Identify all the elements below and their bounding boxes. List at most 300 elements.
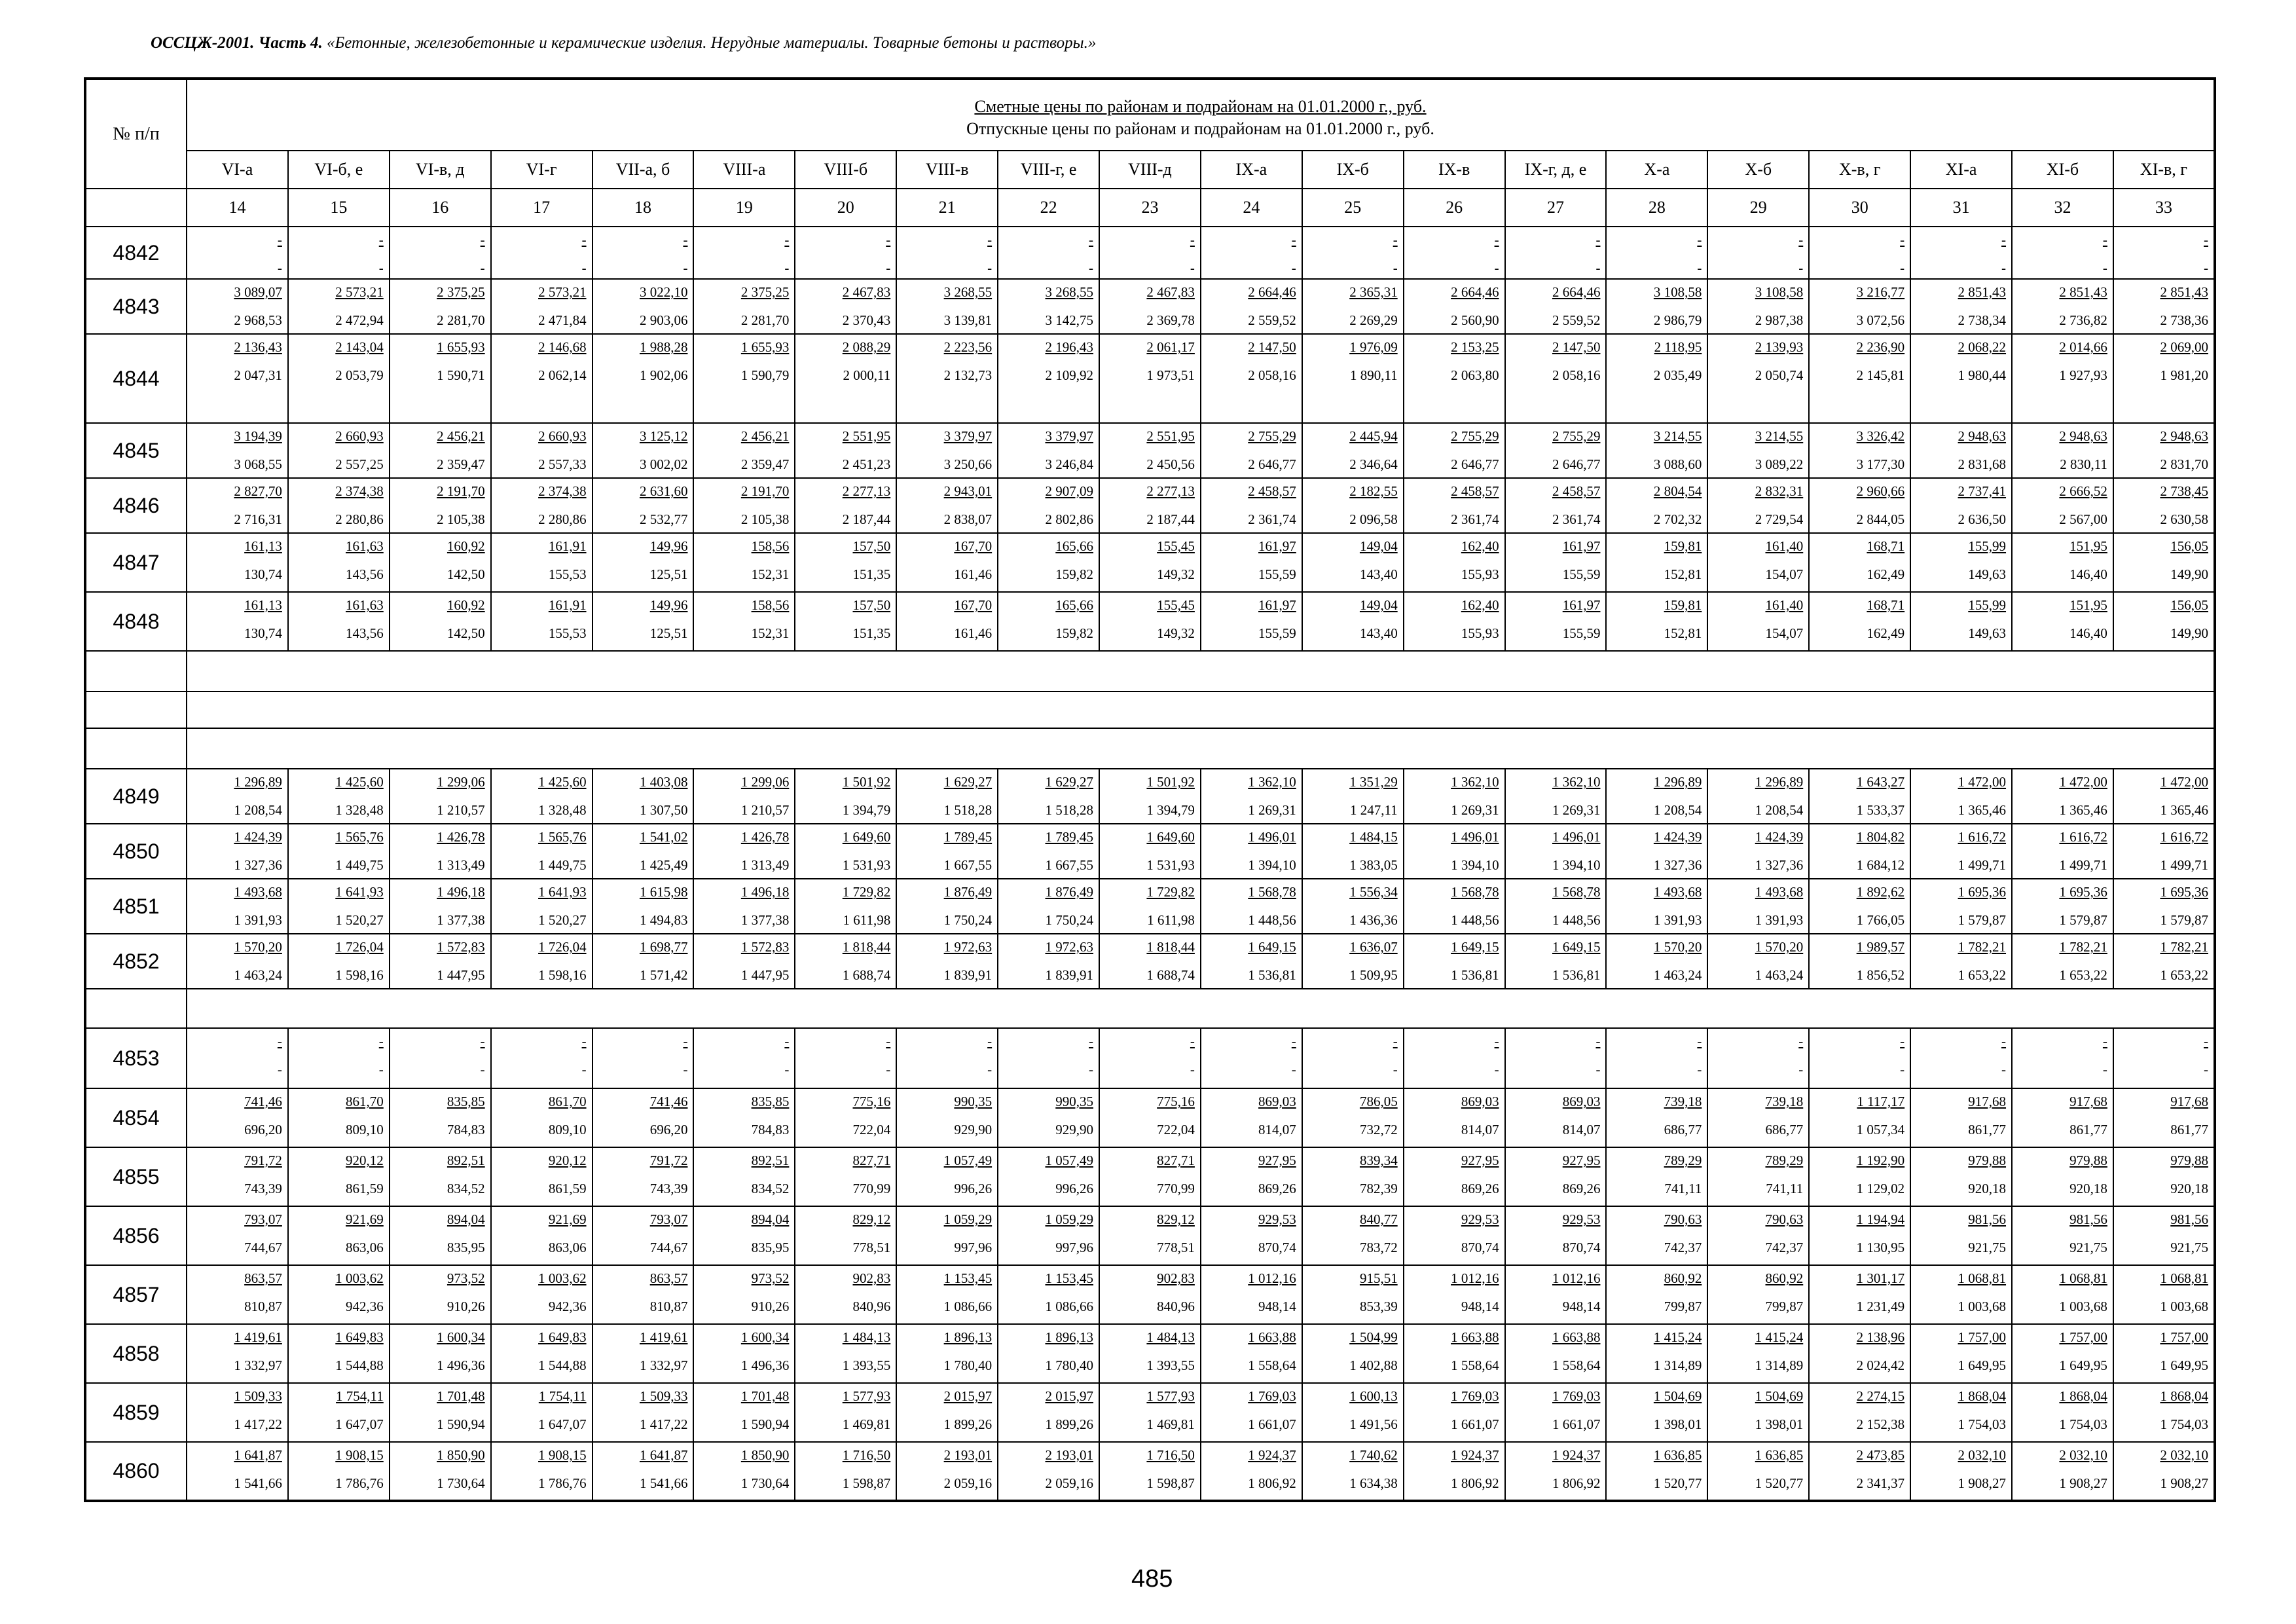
price-cell bbox=[1099, 592, 1201, 651]
release-price: 997,96 bbox=[1055, 1240, 1094, 1255]
price-cell bbox=[288, 769, 390, 824]
release-price: 2 096,58 bbox=[1349, 511, 1398, 527]
release-price: 2 024,42 bbox=[1856, 1357, 1905, 1373]
price-cell bbox=[693, 478, 795, 533]
estimate-price: 149,04 bbox=[1359, 538, 1398, 554]
release-price: 2 359,47 bbox=[437, 456, 485, 472]
estimate-price: 1 782,21 bbox=[1958, 939, 2007, 955]
price-cell bbox=[1606, 227, 1707, 279]
estimate-price: 793,07 bbox=[649, 1211, 688, 1227]
release-price: 152,31 bbox=[751, 566, 790, 582]
price-cell bbox=[2012, 279, 2113, 334]
estimate-price: 973,52 bbox=[751, 1270, 790, 1286]
release-price: 146,40 bbox=[2069, 566, 2107, 582]
estimate-price: 1 577,93 bbox=[1146, 1388, 1195, 1404]
spacer-cell bbox=[187, 692, 2215, 728]
estimate-price: 2 456,21 bbox=[740, 428, 790, 444]
estimate-price: 892,51 bbox=[446, 1153, 485, 1168]
release-price: 2 557,33 bbox=[538, 456, 587, 472]
price-cell bbox=[390, 1206, 491, 1265]
release-price: 1 003,68 bbox=[2160, 1299, 2208, 1314]
estimate-price: 981,56 bbox=[2170, 1211, 2208, 1227]
estimate-price: 167,70 bbox=[954, 538, 993, 554]
row-number: 4844 bbox=[85, 334, 187, 423]
price-cell bbox=[1910, 423, 2012, 478]
release-price: 130,74 bbox=[244, 625, 282, 641]
release-price: - bbox=[1494, 1061, 1499, 1077]
estimate-price: 1 362,10 bbox=[1451, 774, 1499, 790]
release-price: 1 269,31 bbox=[1451, 802, 1499, 818]
estimate-price: 161,63 bbox=[346, 538, 384, 554]
release-price: - bbox=[987, 1061, 993, 1077]
price-cell bbox=[1606, 1088, 1707, 1147]
release-price: 2 132,73 bbox=[943, 367, 993, 383]
price-cell bbox=[288, 592, 390, 651]
table-row bbox=[85, 1147, 2215, 1206]
price-cell bbox=[592, 1383, 694, 1442]
price-cell bbox=[187, 423, 288, 478]
price-cell bbox=[2113, 879, 2215, 934]
release-price: 125,51 bbox=[649, 625, 688, 641]
estimate-price: 1 362,10 bbox=[1552, 774, 1601, 790]
price-cell bbox=[693, 334, 795, 423]
price-cell bbox=[1707, 227, 1809, 279]
estimate-price: 1 484,13 bbox=[842, 1329, 891, 1345]
release-price: 741,11 bbox=[1664, 1181, 1702, 1196]
estimate-price: 2 032,10 bbox=[2059, 1447, 2107, 1463]
price-cell bbox=[1505, 1147, 1607, 1206]
estimate-price: - bbox=[1798, 1033, 1804, 1049]
price-cell bbox=[288, 1028, 390, 1088]
release-price: 1 469,81 bbox=[1146, 1416, 1195, 1432]
estimate-price: 827,71 bbox=[1157, 1153, 1195, 1168]
price-cell bbox=[1099, 1147, 1201, 1206]
release-price: 1 377,38 bbox=[437, 912, 485, 928]
release-price: 1 754,03 bbox=[2059, 1416, 2107, 1432]
release-price: 143,40 bbox=[1359, 625, 1398, 641]
release-price: 722,04 bbox=[1157, 1122, 1195, 1137]
price-cell bbox=[1809, 1088, 1910, 1147]
estimate-price: 902,83 bbox=[852, 1270, 891, 1286]
estimate-price: 1 615,98 bbox=[639, 884, 688, 900]
price-cell bbox=[1302, 227, 1404, 279]
release-price: 1 394,10 bbox=[1552, 857, 1601, 873]
column-number: 15 bbox=[288, 189, 390, 227]
price-cell bbox=[1809, 1324, 1910, 1383]
release-price: - bbox=[581, 260, 587, 276]
column-names-row bbox=[85, 151, 2215, 189]
header-title-bold: ОССЦЖ-2001. Часть 4. bbox=[151, 34, 323, 52]
estimate-price: 2 223,56 bbox=[943, 339, 993, 355]
estimate-price: 1 636,07 bbox=[1349, 939, 1398, 955]
estimate-price: 921,69 bbox=[346, 1211, 384, 1227]
release-price: 2 059,16 bbox=[943, 1475, 993, 1491]
release-price: 3 142,75 bbox=[1045, 312, 1094, 328]
estimate-price: 2 191,70 bbox=[740, 483, 790, 499]
release-price: 920,18 bbox=[2069, 1181, 2107, 1196]
release-price: 3 246,84 bbox=[1045, 456, 1094, 472]
price-cell bbox=[1910, 934, 2012, 989]
estimate-price: 1 299,06 bbox=[740, 774, 790, 790]
release-price: 1 786,76 bbox=[335, 1475, 384, 1491]
header-title-rest: «Бетонные, железобетонные и керамические изделия. Нерудные материалы. Товарные бетоны и растворы.» bbox=[322, 34, 1097, 52]
price-cell bbox=[795, 1442, 896, 1501]
release-price: 1 391,93 bbox=[1653, 912, 1702, 928]
estimate-price: 2 147,50 bbox=[1552, 339, 1601, 355]
release-price: 948,14 bbox=[1461, 1299, 1499, 1314]
estimate-price: 1 876,49 bbox=[943, 884, 993, 900]
price-cell bbox=[187, 1383, 288, 1442]
column-number: 32 bbox=[2012, 189, 2113, 227]
estimate-price: - bbox=[1900, 1033, 1905, 1049]
price-cell bbox=[2012, 1265, 2113, 1324]
estimate-price: 1 789,45 bbox=[943, 829, 993, 845]
estimate-price: 791,72 bbox=[244, 1153, 282, 1168]
estimate-price: 1 729,82 bbox=[1146, 884, 1195, 900]
estimate-price: 869,03 bbox=[1258, 1094, 1296, 1109]
release-price: 2 831,68 bbox=[1958, 456, 2007, 472]
table-row bbox=[85, 879, 2215, 934]
estimate-price: 1 972,63 bbox=[943, 939, 993, 955]
release-price: 152,81 bbox=[1664, 566, 1702, 582]
estimate-price: 1 570,20 bbox=[1755, 939, 1804, 955]
release-price: 1 839,91 bbox=[1045, 967, 1094, 983]
price-cell bbox=[1809, 879, 1910, 934]
estimate-price: 1 419,61 bbox=[234, 1329, 282, 1345]
release-price: 1 571,42 bbox=[639, 967, 688, 983]
estimate-price: 151,95 bbox=[2069, 597, 2107, 613]
price-cell bbox=[2113, 334, 2215, 423]
estimate-price: 1 296,89 bbox=[1653, 774, 1702, 790]
estimate-price: 1 351,29 bbox=[1349, 774, 1398, 790]
price-cell bbox=[795, 934, 896, 989]
release-price: 1 332,97 bbox=[234, 1357, 282, 1373]
price-cell bbox=[1809, 934, 1910, 989]
release-price: - bbox=[1697, 1061, 1702, 1077]
price-cell bbox=[1099, 423, 1201, 478]
price-cell bbox=[795, 533, 896, 592]
price-cell bbox=[693, 824, 795, 879]
release-price: 948,14 bbox=[1562, 1299, 1601, 1314]
release-price: 1 398,01 bbox=[1653, 1416, 1702, 1432]
price-cell bbox=[693, 533, 795, 592]
estimate-price: 1 296,89 bbox=[1755, 774, 1804, 790]
price-cell bbox=[1201, 1088, 1302, 1147]
release-price: 1 003,68 bbox=[2059, 1299, 2107, 1314]
estimate-price: 2 907,09 bbox=[1045, 483, 1094, 499]
price-cell bbox=[896, 478, 998, 533]
price-cell bbox=[1404, 1147, 1505, 1206]
release-price: 1 394,79 bbox=[842, 802, 891, 818]
price-cell bbox=[1302, 1147, 1404, 1206]
estimate-price: 1 419,61 bbox=[639, 1329, 688, 1345]
price-cell bbox=[390, 1028, 491, 1088]
column-number: 20 bbox=[795, 189, 896, 227]
estimate-price: 1 059,29 bbox=[943, 1211, 993, 1227]
column-number: 16 bbox=[390, 189, 491, 227]
price-cell bbox=[1099, 1088, 1201, 1147]
price-cell bbox=[1505, 334, 1607, 423]
row-number: 4842 bbox=[85, 227, 187, 279]
estimate-price: 981,56 bbox=[1968, 1211, 2007, 1227]
price-cell bbox=[1505, 769, 1607, 824]
release-price: 154,07 bbox=[1765, 625, 1804, 641]
release-price: 151,35 bbox=[852, 566, 891, 582]
release-price: 149,90 bbox=[2170, 566, 2208, 582]
price-cell bbox=[896, 1265, 998, 1324]
price-cell bbox=[288, 423, 390, 478]
release-price: 861,77 bbox=[1968, 1122, 2007, 1137]
price-cell bbox=[592, 769, 694, 824]
release-price: - bbox=[1798, 1061, 1804, 1077]
release-price: 1 684,12 bbox=[1856, 857, 1905, 873]
release-price: 2 341,37 bbox=[1856, 1475, 1905, 1491]
estimate-price: 1 493,68 bbox=[1653, 884, 1702, 900]
estimate-price: 1 415,24 bbox=[1653, 1329, 1702, 1345]
price-cell bbox=[998, 1147, 1099, 1206]
price-cell bbox=[1606, 934, 1707, 989]
release-price: 2 059,16 bbox=[1045, 1475, 1094, 1491]
release-price: 1 377,38 bbox=[740, 912, 790, 928]
price-cell bbox=[998, 1265, 1099, 1324]
price-cell bbox=[1201, 1028, 1302, 1088]
column-number: 30 bbox=[1809, 189, 1910, 227]
price-cell bbox=[1302, 1324, 1404, 1383]
column-number: 14 bbox=[187, 189, 288, 227]
price-cell bbox=[187, 334, 288, 423]
release-price: 920,18 bbox=[1968, 1181, 2007, 1196]
column-header: IX-г, д, е bbox=[1505, 151, 1607, 189]
release-price: 143,40 bbox=[1359, 566, 1398, 582]
estimate-price: 1 068,81 bbox=[2160, 1270, 2208, 1286]
estimate-price: 159,81 bbox=[1664, 597, 1702, 613]
estimate-price: 1 924,37 bbox=[1552, 1447, 1601, 1463]
price-cell bbox=[187, 1028, 288, 1088]
release-price: 1 653,22 bbox=[1958, 967, 2007, 983]
price-cell bbox=[390, 227, 491, 279]
release-price: - bbox=[784, 1061, 790, 1077]
estimate-price: 1 057,49 bbox=[943, 1153, 993, 1168]
release-price: 2 145,81 bbox=[1856, 367, 1905, 383]
release-price: 929,90 bbox=[1055, 1122, 1094, 1137]
price-cell bbox=[491, 1088, 592, 1147]
price-cell bbox=[998, 478, 1099, 533]
price-cell bbox=[1606, 478, 1707, 533]
price-cell bbox=[1707, 1147, 1809, 1206]
release-price: 1 806,92 bbox=[1451, 1475, 1499, 1491]
price-cell bbox=[795, 1383, 896, 1442]
price-cell bbox=[2113, 478, 2215, 533]
price-cell bbox=[1707, 1324, 1809, 1383]
estimate-price: - bbox=[1494, 1033, 1499, 1049]
release-price: 1 448,56 bbox=[1451, 912, 1499, 928]
release-price: 1 536,81 bbox=[1248, 967, 1296, 983]
price-cell bbox=[693, 1383, 795, 1442]
row-number: 4846 bbox=[85, 478, 187, 533]
table-row bbox=[85, 1383, 2215, 1442]
release-price: 1 520,27 bbox=[538, 912, 587, 928]
estimate-price: 1 426,78 bbox=[437, 829, 485, 845]
price-cell bbox=[2113, 824, 2215, 879]
release-price: 1 536,81 bbox=[1451, 967, 1499, 983]
release-price: - bbox=[581, 1061, 587, 1077]
price-cell bbox=[1302, 1383, 1404, 1442]
estimate-price: 1 908,15 bbox=[335, 1447, 384, 1463]
estimate-price: 2 664,46 bbox=[1552, 284, 1601, 300]
release-price: 2 281,70 bbox=[740, 312, 790, 328]
price-cell bbox=[288, 279, 390, 334]
release-price: 2 152,38 bbox=[1856, 1416, 1905, 1432]
release-price: - bbox=[1291, 260, 1296, 276]
release-price: 2 968,53 bbox=[234, 312, 282, 328]
release-price: 1 667,55 bbox=[1045, 857, 1094, 873]
price-cell bbox=[1404, 879, 1505, 934]
release-price: 2 736,82 bbox=[2059, 312, 2107, 328]
estimate-price: - bbox=[378, 232, 384, 248]
column-header: VIII-а bbox=[693, 151, 795, 189]
price-cell bbox=[1505, 1383, 1607, 1442]
price-cell bbox=[1404, 1383, 1505, 1442]
price-cell bbox=[491, 1028, 592, 1088]
release-price: 1 231,49 bbox=[1856, 1299, 1905, 1314]
price-cell bbox=[1201, 533, 1302, 592]
estimate-price: 2 153,25 bbox=[1451, 339, 1499, 355]
release-price: 770,99 bbox=[852, 1181, 891, 1196]
column-header: IX-а bbox=[1201, 151, 1302, 189]
estimate-price: 1 649,15 bbox=[1248, 939, 1296, 955]
price-cell bbox=[1606, 533, 1707, 592]
estimate-price: - bbox=[1595, 232, 1601, 248]
price-cell bbox=[1505, 227, 1607, 279]
release-price: 1 365,46 bbox=[2160, 802, 2208, 818]
price-cell bbox=[1404, 334, 1505, 423]
row-number: 4843 bbox=[85, 279, 187, 334]
price-cell bbox=[592, 423, 694, 478]
estimate-price: 1 153,45 bbox=[1045, 1270, 1094, 1286]
price-cell bbox=[1707, 879, 1809, 934]
estimate-price: 1 782,21 bbox=[2160, 939, 2208, 955]
estimate-price: 1 012,16 bbox=[1552, 1270, 1601, 1286]
price-cell bbox=[491, 1383, 592, 1442]
release-price: 814,07 bbox=[1562, 1122, 1601, 1137]
estimate-price: 1 068,81 bbox=[1958, 1270, 2007, 1286]
table-row bbox=[85, 334, 2215, 423]
estimate-price: 1 896,13 bbox=[1045, 1329, 1094, 1345]
estimate-price: 155,45 bbox=[1157, 538, 1195, 554]
release-price: 1 661,07 bbox=[1451, 1416, 1499, 1432]
release-price: 154,07 bbox=[1765, 566, 1804, 582]
estimate-price: 1 641,87 bbox=[639, 1447, 688, 1463]
price-cell bbox=[288, 879, 390, 934]
estimate-price: - bbox=[1798, 232, 1804, 248]
estimate-price: 1 425,60 bbox=[538, 774, 587, 790]
release-price: 2 062,14 bbox=[538, 367, 587, 383]
release-price: 2 716,31 bbox=[234, 511, 282, 527]
estimate-price: 775,16 bbox=[1157, 1094, 1195, 1109]
price-cell bbox=[1201, 227, 1302, 279]
release-price: 1 129,02 bbox=[1856, 1181, 1905, 1196]
estimate-price: 1 740,62 bbox=[1349, 1447, 1398, 1463]
price-cell bbox=[795, 1028, 896, 1088]
estimate-price: 921,69 bbox=[548, 1211, 587, 1227]
estimate-price: 161,91 bbox=[548, 597, 587, 613]
estimate-price: 1 769,03 bbox=[1552, 1388, 1601, 1404]
price-cell bbox=[1201, 279, 1302, 334]
price-cell bbox=[390, 592, 491, 651]
estimate-price: 1 804,82 bbox=[1856, 829, 1905, 845]
estimate-price: 2 832,31 bbox=[1755, 483, 1804, 499]
estimate-price: 2 032,10 bbox=[1958, 1447, 2007, 1463]
release-price: 2 187,44 bbox=[842, 511, 891, 527]
release-price: - bbox=[277, 260, 282, 276]
row-number: 4845 bbox=[85, 423, 187, 478]
release-price: 1 393,55 bbox=[842, 1357, 891, 1373]
estimate-price: - bbox=[1291, 232, 1296, 248]
release-price: 783,72 bbox=[1359, 1240, 1398, 1255]
release-price: 2 646,77 bbox=[1248, 456, 1296, 472]
estimate-price: 165,66 bbox=[1055, 538, 1094, 554]
estimate-price: - bbox=[480, 1033, 485, 1049]
release-price: 840,96 bbox=[1157, 1299, 1195, 1314]
estimate-price: 2 143,04 bbox=[335, 339, 384, 355]
row-number: 4860 bbox=[85, 1442, 187, 1501]
estimate-price: 791,72 bbox=[649, 1153, 688, 1168]
price-cell bbox=[1606, 592, 1707, 651]
release-price: 161,46 bbox=[954, 625, 993, 641]
estimate-price: 1 972,63 bbox=[1045, 939, 1094, 955]
price-cell bbox=[1809, 478, 1910, 533]
price-cell bbox=[1201, 824, 1302, 879]
release-price: 1 447,95 bbox=[437, 967, 485, 983]
estimate-price: 1 754,11 bbox=[538, 1388, 587, 1404]
release-price: 686,77 bbox=[1664, 1122, 1702, 1137]
estimate-price: 1 570,20 bbox=[1653, 939, 1702, 955]
estimate-price: 2 458,57 bbox=[1451, 483, 1499, 499]
estimate-price: - bbox=[480, 232, 485, 248]
row-number: 4848 bbox=[85, 592, 187, 651]
estimate-price: 790,63 bbox=[1765, 1211, 1804, 1227]
price-cell bbox=[187, 1265, 288, 1324]
price-cell bbox=[1099, 227, 1201, 279]
release-price: 1 210,57 bbox=[437, 802, 485, 818]
estimate-price: 1 868,04 bbox=[2059, 1388, 2107, 1404]
price-cell bbox=[795, 227, 896, 279]
price-table bbox=[84, 77, 2216, 1502]
estimate-price: 827,71 bbox=[852, 1153, 891, 1168]
price-cell bbox=[1099, 879, 1201, 934]
estimate-price: 3 125,12 bbox=[639, 428, 688, 444]
estimate-price: 1 663,88 bbox=[1451, 1329, 1499, 1345]
price-cell bbox=[896, 1206, 998, 1265]
price-cell bbox=[1404, 1324, 1505, 1383]
release-price: 2 560,90 bbox=[1451, 312, 1499, 328]
price-cell bbox=[1404, 1265, 1505, 1324]
release-price: 2 636,50 bbox=[1958, 511, 2007, 527]
estimate-price: 2 755,29 bbox=[1451, 428, 1499, 444]
estimate-price: - bbox=[1089, 232, 1094, 248]
release-price: 1 447,95 bbox=[740, 967, 790, 983]
estimate-price: 1 636,85 bbox=[1755, 1447, 1804, 1463]
price-cell bbox=[1606, 1442, 1707, 1501]
release-price: 1 806,92 bbox=[1248, 1475, 1296, 1491]
release-price: 1 436,36 bbox=[1349, 912, 1398, 928]
column-number: 17 bbox=[491, 189, 592, 227]
price-cell bbox=[1505, 1265, 1607, 1324]
release-price: 2 471,84 bbox=[538, 312, 587, 328]
price-cell bbox=[491, 1265, 592, 1324]
estimate-price: 2 948,63 bbox=[2160, 428, 2208, 444]
price-cell bbox=[491, 769, 592, 824]
